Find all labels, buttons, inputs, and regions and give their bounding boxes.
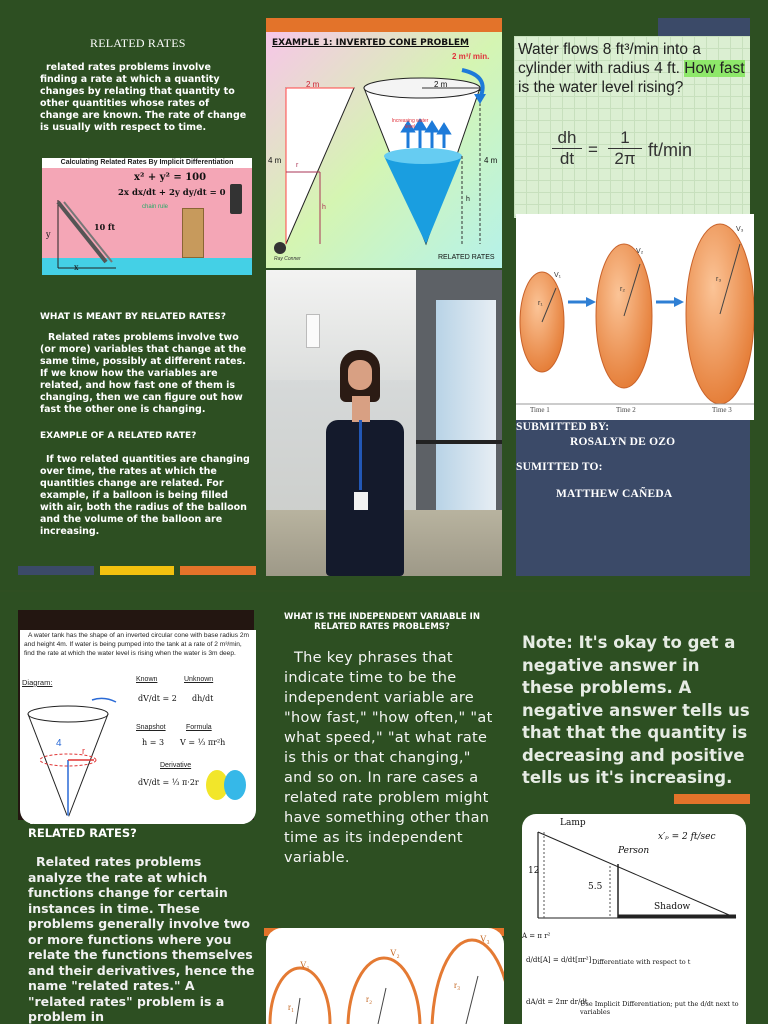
phone-image (230, 184, 242, 214)
cone-signature: Ray Conner (274, 256, 301, 262)
cone-card-title: EXAMPLE 1: INVERTED CONE PROBLEM (272, 38, 469, 48)
question-independent-variable: WHAT IS THE INDEPENDENT VARIABLE IN RELATED RATES PROBLEMS? (284, 612, 480, 632)
left-height-label: 4 m (268, 156, 282, 165)
implicit-diff-card (42, 158, 252, 275)
unknown-label: Unknown (184, 676, 214, 683)
formula-label: Formula (186, 724, 212, 731)
chain-rule-note: chain rule (142, 204, 169, 210)
tank-problem-card (20, 630, 256, 824)
shadow-label: Shadow (654, 902, 691, 912)
unknown-value: dh/dt (192, 694, 214, 703)
submitted-by-label: SUBMITTED BY: (516, 421, 610, 433)
ladder-length-label: 10 ft (94, 222, 116, 232)
cone-rate-label: 2 m³/ min. (452, 52, 490, 61)
balloon-r2: r₂ (620, 286, 626, 293)
area-formula: A = π r² (522, 932, 551, 940)
formula-value: V = ⅓ πr²h (180, 738, 226, 747)
equals-sign: = (588, 140, 598, 159)
answer-example: If two related quantities are changing over time, the rates at which the quantities change are related. For example, if a balloon is being filled with air, both the radius of the balloon and the volume of the balloon are increasing. (40, 454, 250, 537)
blue-marker (224, 770, 246, 800)
balloon-time-2: Time 2 (616, 406, 636, 414)
bar-slate (18, 566, 94, 575)
cone-card-footer: RELATED RATES (438, 254, 495, 261)
question-example: EXAMPLE OF A RELATED RATE? (40, 431, 197, 441)
bar-orange-right (674, 794, 750, 804)
x-label: x (74, 263, 79, 272)
y-label: y (46, 230, 51, 239)
bottom-v1: V₁ (300, 960, 310, 970)
left-radius-label: 2 m (306, 80, 320, 89)
balloon-growth-card (516, 214, 754, 420)
bottom-page (0, 592, 768, 1024)
balloon-v1: V₁ (554, 272, 562, 279)
dh-dt (552, 128, 582, 169)
bottom-balloon-card (266, 928, 504, 1024)
snapshot-label: Snapshot (136, 724, 166, 731)
person-label: Person (618, 846, 650, 856)
bottom-balloon-diagram (266, 928, 504, 1024)
step-2-text: Use Implicit Differentiation; put the d/dt next to variables (580, 1000, 739, 1016)
diagram-label: Diagram: (22, 678, 53, 687)
inner-radius-label: r (296, 162, 299, 169)
cone-diagram (266, 32, 502, 268)
cylinder-line-1: Water flows 8 ft³/min into a cylinder with radius 4 ft. (518, 41, 701, 77)
bottom-r2: r₂ (366, 994, 373, 1004)
balloon-time-3: Time 3 (712, 406, 732, 414)
title-related-rates: RELATED RATES (90, 36, 186, 50)
increasing-note: Increasing water level (391, 118, 429, 130)
implicit-card-title: Calculating Related Rates By Implicit Differentiation (42, 158, 252, 168)
cone-problem-card (266, 32, 502, 268)
note-negative-answer: Note: It's okay to get a negative answer in these problems. A negative answer tells us that that the quantity is decreasing and positive tells us it's increasing. (522, 633, 750, 787)
answer-independent-variable: The key phrases that indicate time to be the independent variable are "how fast," "how often," "at what speed," "at what rate is this or that changing," and so on. In rare cases a related rate problem might have something other than time as its independent variable. (284, 650, 493, 866)
bar-yellow (100, 566, 174, 575)
unit-ft-min: ft/min (648, 140, 693, 160)
answer-what-is-meant: Related rates problems involve two (or more) variables that change at the same time, possibly at different rates. If we know how the variables are related, and how fast one of them is changing, then we can figure out how fast the other one is changing. (40, 332, 247, 415)
balloon-v2: V₂ (636, 248, 644, 255)
lamp-height-label: 12 (528, 866, 540, 876)
portrait-photo (266, 270, 502, 576)
step-1-text: Differentiate with respect to t (592, 958, 691, 966)
bar-orange (180, 566, 256, 575)
step-1-equation: d/dt[A] = d/dt[πr²] (526, 956, 592, 964)
equation-1: x² + y² = 100 (134, 172, 207, 183)
submitted-by-name: ROSALYN DE OZO (570, 436, 676, 448)
person-rate-label: x′ₚ = 2 ft/sec (658, 832, 716, 842)
lhs-denominator: dt (552, 148, 582, 169)
lamp-label: Lamp (560, 818, 586, 828)
bar-orange-top (266, 18, 502, 32)
question-why-related: WHY ARE RELATED RATES CALLED RELATED RATES? (28, 813, 248, 840)
balloon-v3: V₃ (736, 226, 744, 233)
submitted-to-label: SUMITTED TO: (516, 461, 603, 473)
cone-radius-label: 2 m (434, 80, 448, 89)
bottom-v2: V₂ (390, 948, 400, 958)
known-value: dV/dt = 2 (138, 694, 177, 703)
ceiling-light (306, 314, 320, 348)
answer-why-related: Related rates problems analyze the rate at which functions change for certain instances in time. These problems generally involve two or more functions where you relate the functions themselves and their derivatives, hence the name "related rates." A "related rates" problem is a problem in (28, 854, 255, 1024)
door-image (182, 208, 204, 258)
svg-text:r: r (82, 746, 85, 756)
snapshot-value: h = 3 (142, 738, 165, 747)
rhs-numerator: 1 (620, 128, 630, 147)
cylinder-problem-card (514, 36, 750, 218)
person-height-label: 5.5 (588, 882, 603, 892)
railing (416, 440, 502, 444)
cylinder-highlight: How fast (684, 60, 745, 77)
derivative-label: Derivative (160, 762, 192, 769)
balloon-r1: r₁ (538, 300, 543, 307)
balloon-time-1: Time 1 (530, 406, 550, 414)
id-badge (354, 492, 368, 510)
rhs-denominator: 2π (608, 148, 642, 169)
cone-height-label: 4 m (484, 156, 498, 165)
lhs-numerator: dh (557, 128, 577, 147)
balloon-diagram (516, 214, 754, 420)
lamp-shadow-card (522, 814, 746, 1024)
lanyard (359, 420, 362, 490)
svg-text:4: 4 (56, 738, 62, 749)
water-height-label: h (466, 196, 470, 203)
one-over-2pi (608, 128, 642, 169)
tank-problem-text: A water tank has the shape of an inverted circular cone with base radius 2m and height 4m. If water is being pumped into the tank at a rate of 2 m³/min, find the rate at which the water level is rising when the water is 3m deep. (24, 632, 250, 657)
question-what-is-meant: WHAT IS MEANT BY RELATED RATES? (40, 312, 227, 322)
bottom-v3: V₃ (480, 934, 490, 944)
equation-2: 2x dx/dt + 2y dy/dt = 0 (118, 188, 226, 198)
bottom-r1: r₁ (288, 1002, 295, 1012)
step-2-equation: dA/dt = 2πr dr/dt (526, 998, 588, 1006)
neck (352, 396, 370, 422)
inner-height-label: h (322, 204, 326, 211)
balloon-r3: r₃ (716, 276, 722, 283)
known-label: Known (136, 676, 158, 683)
submitted-to-name: MATTHEW CAÑEDA (556, 488, 673, 500)
bottom-r3: r₃ (454, 980, 461, 990)
cylinder-problem-text (518, 40, 748, 97)
tank-cone-diagram (20, 690, 140, 820)
cylinder-line-2: is the water level rising? (518, 79, 684, 96)
face (348, 360, 372, 390)
derivative-value: dV/dt = ⅓ π·2r (138, 778, 199, 787)
intro-paragraph: related rates problems involve finding a rate at which a quantity changes by relating that quantity to other quantities whose rates of change are known. The rate of change is usually with respect to time. (40, 62, 247, 133)
